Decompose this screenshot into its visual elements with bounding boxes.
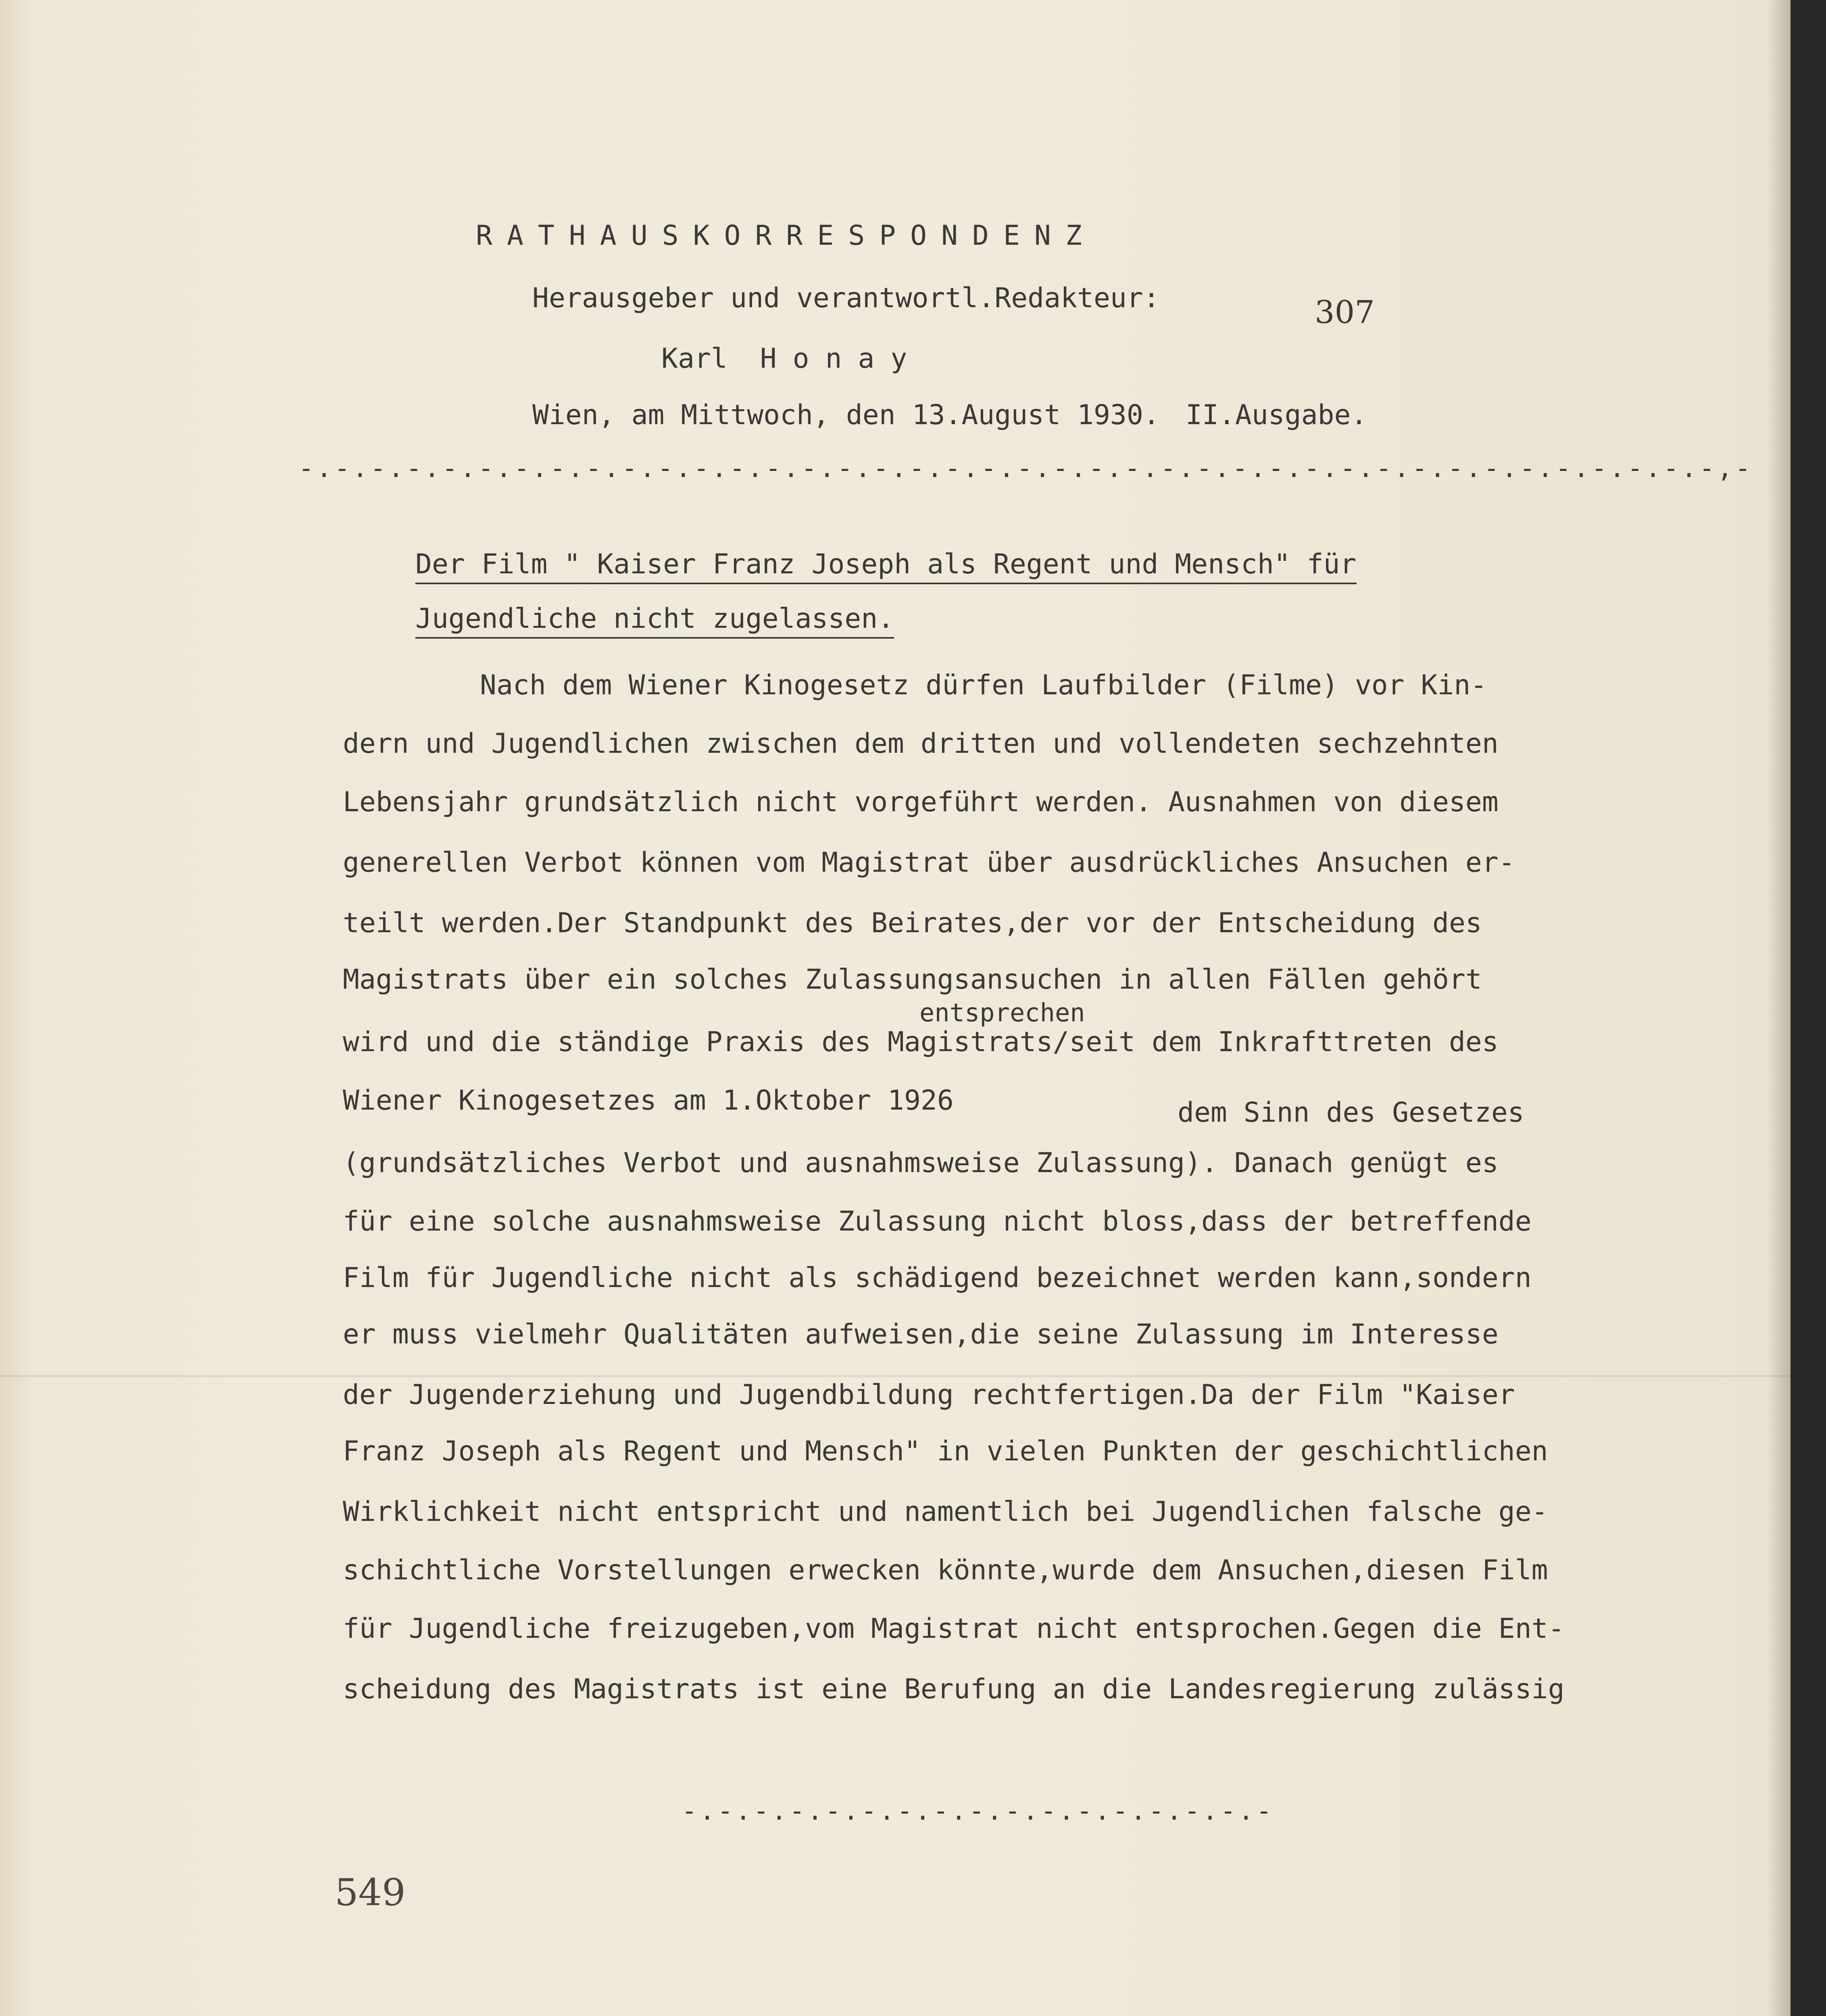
body-line: Wirklichkeit nicht entspricht und namentlich bei Jugendlichen falsche ge-: [343, 1496, 1548, 1528]
body-line: für Jugendliche freizugeben,vom Magistrat nicht entsprochen.Gegen die Ent-: [343, 1613, 1565, 1645]
body-line: Lebensjahr grundsätzlich nicht vorgeführt werden. Ausnahmen von diesem: [343, 786, 1499, 818]
article-title-line-2: Jugendliche nicht zugelassen.: [415, 603, 894, 639]
body-line: der Jugenderziehung und Jugendbildung rechtfertigen.Da der Film "Kaiser: [343, 1379, 1515, 1411]
publication-title: RATHAUSKORRESPONDENZ: [476, 220, 1096, 252]
body-line: teilt werden.Der Standpunkt des Beirates,der vor der Entscheidung des: [343, 907, 1482, 939]
body-line: Magistrats über ein solches Zulassungsansuchen in allen Fällen gehört: [343, 964, 1482, 996]
body-line: generellen Verbot können vom Magistrat über ausdrückliches Ansuchen er-: [343, 847, 1515, 879]
body-line: scheidung des Magistrats ist eine Berufung an die Landesregierung zulässig: [343, 1673, 1565, 1705]
inserted-word: entsprechen: [919, 998, 1085, 1027]
article-title-line-1: Der Film " Kaiser Franz Joseph als Regent und Mensch" für: [415, 548, 1357, 584]
body-line: wird und die ständige Praxis des Magistrats/seit dem Inkrafttreten des: [343, 1026, 1499, 1058]
body-line: (grundsätzliches Verbot und ausnahmsweise Zulassung). Danach genügt es: [343, 1147, 1499, 1179]
body-line: Film für Jugendliche nicht als schädigend bezeichnet werden kann,sondern: [343, 1262, 1532, 1294]
body-line: schichtliche Vorstellungen erwecken könnte,wurde dem Ansuchen,diesen Film: [343, 1554, 1548, 1586]
body-line: Franz Joseph als Regent und Mensch" in vielen Punkten der geschichtlichen: [343, 1435, 1548, 1467]
page-fold: [0, 1375, 1791, 1377]
body-line: Wiener Kinogesetzes am 1.Oktober 1926: [343, 1085, 954, 1116]
editor-first-name: Karl: [661, 343, 727, 375]
body-line: dern und Jugendlichen zwischen dem dritten und vollendeten sechzehnten: [343, 728, 1499, 760]
page-edge: [1766, 0, 1791, 2016]
date-line: Wien, am Mittwoch, den 13.August 1930.: [532, 399, 1160, 431]
body-line: für eine solche ausnahmsweise Zulassung nicht bloss,dass der betreffende: [343, 1206, 1532, 1237]
edition-label: II.Ausgabe.: [1186, 399, 1367, 431]
end-separator: -.-.-.-.-.-.-.-.-.-.-.-.-.-.-.-.-: [682, 1796, 1274, 1826]
body-line: Nach dem Wiener Kinogesetz dürfen Laufbilder (Filme) vor Kin-: [480, 669, 1487, 701]
editor-name: [661, 343, 923, 375]
folio-number: 549: [335, 1871, 406, 1914]
header-separator: -.-.-.-.-.-.-.-.-.-.-.-.-.-.-.-.-.-.-.-.-.-.-.-.-.-.-.-.-.-.-.-.-.-.-.-.-.-.-.-,-: [298, 454, 1753, 483]
body-line: er muss vielmehr Qualitäten aufweisen,die seine Zulassung im Interesse: [343, 1318, 1499, 1350]
editor-last-name: Honay: [760, 343, 923, 375]
page-number: 307: [1315, 294, 1375, 331]
body-line: dem Sinn des Gesetzes: [1178, 1097, 1524, 1129]
editor-line: Herausgeber und verantwortl.Redakteur:: [532, 282, 1160, 314]
